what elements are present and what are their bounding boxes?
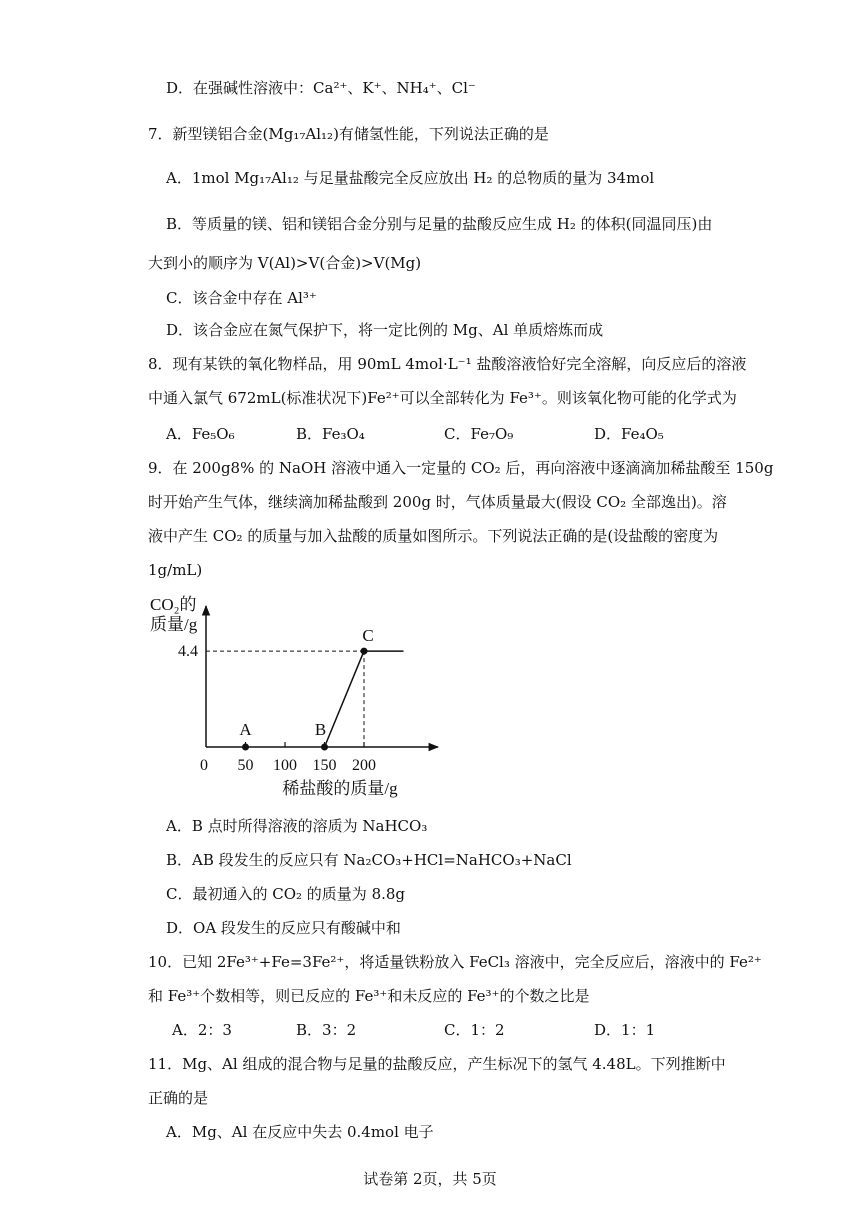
q8-option-a: A．Fe₅O₆ [166,425,235,443]
origin-label: 0 [200,757,208,774]
q8-option-d: D．Fe₄O₅ [594,425,664,443]
data-points [239,626,373,750]
q7-stem [148,124,549,144]
q8-line2: 中通入氯气 672mL(标准状况下)Fe²⁺可以全部转化为 Fe³⁺。则该氧化物可能的化学式为 [148,389,737,407]
q11-line2: 正确的是 [148,1089,209,1107]
x-tick-label-150: 150 [312,757,337,774]
x-tick-label-100: 100 [273,757,297,774]
q6-option-d-ions: Ca²⁺、K⁺、NH₄⁺、Cl⁻ [313,79,476,97]
q11-option-a: A．Mg、Al 在反应中失去 0.4mol 电子 [166,1123,434,1141]
q11-line1: 11．Mg、Al 组成的混合物与足量的盐酸反应，产生标况下的氢气 4.48L。下列推断中 [148,1055,726,1073]
series-segment-2 [325,651,365,747]
q10-option-d: D．1：1 [594,1021,656,1039]
q10-option-b: B．3：2 [296,1021,357,1039]
q6-option-d-label: D．在强碱性溶液中： [166,79,314,97]
q9-option-b: B．AB 段发生的反应只有 Na₂CO₃+HCl=NaHCO₃+NaCl [166,851,572,869]
point-label-C: C [362,626,374,646]
q7-stem-pre: 7．新型镁铝合金( [148,125,269,143]
q7-option-a: A．1mol Mg₁₇Al₁₂ 与足量盐酸完全反应放出 H₂ 的总物质的量为 34mol [166,169,655,187]
x-tick-label-50: 50 [237,757,254,774]
point-label-A: A [239,720,252,739]
q10-line1: 10．已知 2Fe³⁺+Fe=3Fe²⁺，将适量铁粉放入 FeCl₃ 溶液中，完全反应后，溶液中的 Fe²⁺ [148,953,762,971]
q7-option-c: C．该合金中存在 Al³⁺ [166,289,317,307]
q7-stem-post: )有储氢性能，下列说法正确的是 [333,125,549,143]
q10-line2: 和 Fe³⁺个数相等，则已反应的 Fe³⁺和未反应的 Fe³⁺的个数之比是 [148,987,590,1005]
guide-lines [206,651,364,747]
q7-stem-formula: Mg₁₇Al₁₂ [268,125,334,143]
q9-line2: 时开始产生气体，继续滴加稀盐酸到 200g 时，气体质量最大(假设 CO₂ 全部逸出)。溶 [148,493,727,511]
q9-line3: 液中产生 CO₂ 的质量与加入盐酸的质量如图所示。下列说法正确的是(设盐酸的密度为 [148,527,719,545]
q9-line1: 9．在 200g8% 的 NaOH 溶液中通入一定量的 CO₂ 后，再向溶液中逐滴滴加稀盐酸至 150g [148,459,774,477]
q10-option-a: A．2：3 [172,1021,232,1039]
page-footer: 试卷第 2页，共 5页 [363,1170,497,1188]
point-B [321,744,328,751]
q10-option-c: C．1：2 [444,1021,505,1039]
point-A [242,744,249,751]
q8-option-b: B．Fe₃O₄ [296,425,365,443]
y-axis-label-line2: 质量/g [150,615,198,634]
q8-option-c: C．Fe₇O₉ [444,425,514,443]
q9-option-a: A．B 点时所得溶液的溶质为 NaHCO₃ [166,817,428,835]
y-axis-label-line1: CO₂的 [150,595,197,614]
q9-line4: 1g/mL) [148,561,203,579]
point-C [361,648,368,655]
x-axis-label: 稀盐酸的质量/g [282,779,398,798]
q7-option-d: D．该合金应在氮气保护下，将一定比例的 Mg、Al 单质熔炼而成 [166,321,604,339]
x-tick-label-200: 200 [352,757,376,774]
q7-option-b-line2: 大到小的顺序为 V(Al)>V(合金)>V(Mg) [148,254,422,272]
q9-option-d: D．OA 段发生的反应只有酸碱中和 [166,919,401,937]
q8-line1: 8．现有某铁的氧化物样品，用 90mL 4mol·L⁻¹ 盐酸溶液恰好完全溶解，向反应后的溶液 [148,355,747,373]
y-tick-label-4-4: 4.4 [178,643,198,661]
q6-option-d [166,78,476,98]
co2-mass-chart [140,592,460,804]
q9-option-c: C．最初通入的 CO₂ 的质量为 8.8g [166,885,406,903]
point-label-B: B [314,720,327,739]
q7-option-b-line1: B．等质量的镁、铝和镁铝合金分别与足量的盐酸反应生成 H₂ 的体积(同温同压)由 [166,215,713,233]
